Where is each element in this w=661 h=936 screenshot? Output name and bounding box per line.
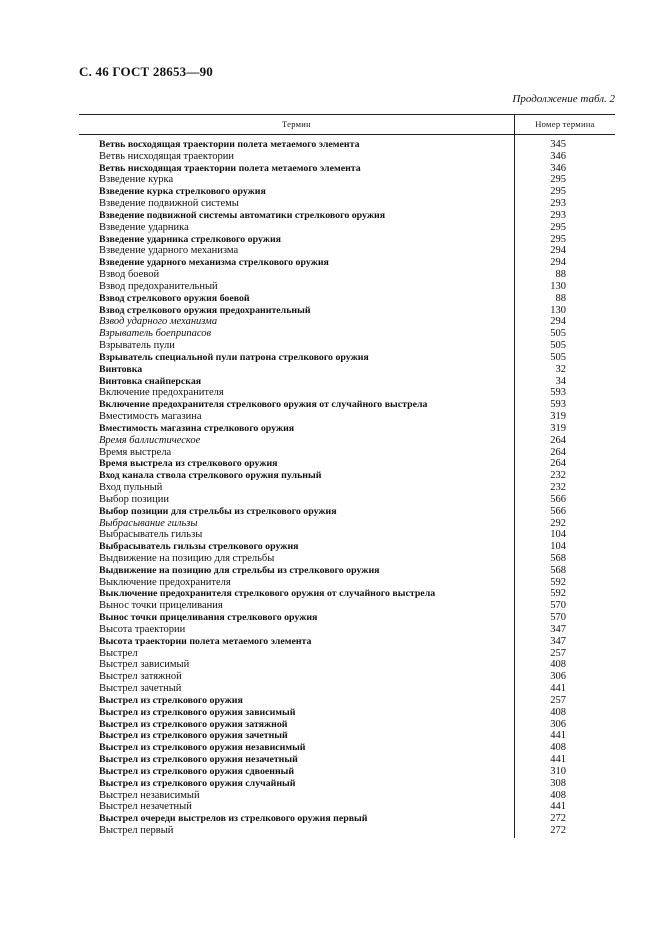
term-cell: Взвод стрелкового оружия предохранительный bbox=[99, 304, 311, 316]
table-row bbox=[79, 506, 615, 518]
term-cell: Время выстрела из стрелкового оружия bbox=[99, 458, 278, 470]
term-number-cell: 568 bbox=[550, 552, 566, 564]
term-number-cell: 293 bbox=[550, 198, 566, 210]
table-row bbox=[79, 648, 615, 660]
table-row bbox=[79, 494, 615, 506]
table-row bbox=[79, 198, 615, 210]
term-cell: Время выстрела bbox=[99, 446, 172, 458]
table-row bbox=[79, 399, 615, 411]
term-cell: Выстрел из стрелкового оружия затяжной bbox=[99, 718, 288, 730]
term-cell: Выстрел из стрелкового оружия зависимый bbox=[99, 706, 296, 718]
term-cell: Выбрасывание гильзы bbox=[99, 517, 198, 529]
term-number-cell: 32 bbox=[555, 363, 566, 375]
term-number-cell: 295 bbox=[550, 221, 566, 233]
term-number-cell: 408 bbox=[550, 742, 566, 754]
table-row bbox=[79, 376, 615, 388]
term-cell: Выстрел из стрелкового оружия зачетный bbox=[99, 730, 288, 742]
term-number-cell: 264 bbox=[550, 458, 566, 470]
table-row bbox=[79, 447, 615, 459]
term-number-cell: 104 bbox=[550, 529, 566, 541]
table-body bbox=[79, 139, 615, 837]
term-cell: Вход пульный bbox=[99, 482, 163, 494]
table-row bbox=[79, 553, 615, 565]
term-cell: Выстрел зависимый bbox=[99, 659, 190, 671]
table-row bbox=[79, 624, 615, 636]
term-cell: Выбор позиции для стрельбы из стрелкового оружия bbox=[99, 505, 337, 517]
term-number-cell: 505 bbox=[550, 340, 566, 352]
term-number-cell: 294 bbox=[550, 245, 566, 257]
table-row bbox=[79, 458, 615, 470]
term-cell: Выстрел из стрелкового оружия независимый bbox=[99, 742, 306, 754]
term-number-cell: 347 bbox=[550, 623, 566, 635]
table-row bbox=[79, 541, 615, 553]
term-number-cell: 293 bbox=[550, 209, 566, 221]
term-number-cell: 347 bbox=[550, 635, 566, 647]
table-row bbox=[79, 387, 615, 399]
term-number-cell: 408 bbox=[550, 706, 566, 718]
term-number-cell: 264 bbox=[550, 446, 566, 458]
term-number-cell: 592 bbox=[550, 588, 566, 600]
term-cell: Взведение ударного механизма стрелкового оружия bbox=[99, 257, 329, 269]
term-cell: Вынос точки прицеливания bbox=[99, 600, 223, 612]
term-cell: Выстрел незачетный bbox=[99, 801, 192, 813]
table-row bbox=[79, 482, 615, 494]
term-cell: Вынос точки прицеливания стрелкового оружия bbox=[99, 612, 318, 624]
term-number-cell: 306 bbox=[550, 671, 566, 683]
term-number-cell: 257 bbox=[550, 694, 566, 706]
term-cell: Взведение подвижной системы bbox=[99, 198, 239, 210]
term-number-cell: 570 bbox=[550, 612, 566, 624]
term-cell: Высота траектории bbox=[99, 623, 186, 635]
term-cell: Выстрел зачетный bbox=[99, 683, 182, 695]
term-cell: Выстрел из стрелкового оружия незачетный bbox=[99, 754, 298, 766]
table-row bbox=[79, 470, 615, 482]
term-number-cell: 264 bbox=[550, 434, 566, 446]
page-header: С. 46 ГОСТ 28653—90 bbox=[79, 64, 213, 79]
term-number-cell: 505 bbox=[550, 328, 566, 340]
table-row bbox=[79, 790, 615, 802]
table-row bbox=[79, 281, 615, 293]
term-number-cell: 593 bbox=[550, 387, 566, 399]
term-cell: Включение предохранителя bbox=[99, 387, 224, 399]
table-row bbox=[79, 754, 615, 766]
table-row bbox=[79, 435, 615, 447]
term-number-cell: 319 bbox=[550, 422, 566, 434]
table-row bbox=[79, 730, 615, 742]
term-number-cell: 346 bbox=[550, 162, 566, 174]
table-row bbox=[79, 612, 615, 624]
term-number-cell: 257 bbox=[550, 647, 566, 659]
term-number-cell: 593 bbox=[550, 399, 566, 411]
term-cell: Высота траектории полета метаемого элемента bbox=[99, 635, 312, 647]
table-top-rule bbox=[79, 114, 615, 115]
term-cell: Выдвижение на позицию для стрельбы bbox=[99, 552, 275, 564]
term-number-cell: 104 bbox=[550, 541, 566, 553]
table-row bbox=[79, 707, 615, 719]
table-row bbox=[79, 577, 615, 589]
term-number-cell: 88 bbox=[555, 292, 566, 304]
term-number-cell: 232 bbox=[550, 482, 566, 494]
term-cell: Ветвь нисходящая траектории bbox=[99, 150, 234, 162]
term-cell: Вместимость магазина bbox=[99, 411, 202, 423]
term-cell: Выдвижение на позицию для стрельбы из стрелкового оружия bbox=[99, 564, 380, 576]
term-number-cell: 505 bbox=[550, 351, 566, 363]
term-cell: Выстрел очереди выстрелов из стрелкового оружия первый bbox=[99, 813, 368, 825]
table-row bbox=[79, 139, 615, 151]
term-cell: Выбрасыватель гильзы стрелкового оружия bbox=[99, 541, 299, 553]
term-number-cell: 130 bbox=[550, 304, 566, 316]
term-number-cell: 568 bbox=[550, 564, 566, 576]
table-row bbox=[79, 683, 615, 695]
term-number-cell: 34 bbox=[555, 375, 566, 387]
term-cell: Выстрел из стрелкового оружия сдвоенный bbox=[99, 765, 295, 777]
table-row bbox=[79, 529, 615, 541]
term-cell: Взведение ударного механизма bbox=[99, 245, 239, 257]
term-cell: Выбрасыватель гильзы bbox=[99, 529, 203, 541]
table-row bbox=[79, 316, 615, 328]
table-row bbox=[79, 305, 615, 317]
table-row bbox=[79, 293, 615, 305]
term-cell: Выстрел из стрелкового оружия случайный bbox=[99, 777, 296, 789]
table-row bbox=[79, 518, 615, 530]
term-number-cell: 346 bbox=[550, 150, 566, 162]
table-row bbox=[79, 174, 615, 186]
table-row bbox=[79, 600, 615, 612]
term-number-cell: 272 bbox=[550, 825, 566, 837]
term-cell: Выстрел независимый bbox=[99, 789, 200, 801]
term-cell: Взрыватель специальной пули патрона стрелкового оружия bbox=[99, 351, 369, 363]
term-number-cell: 441 bbox=[550, 801, 566, 813]
column-header-term: Термин bbox=[281, 119, 312, 129]
term-number-cell: 319 bbox=[550, 411, 566, 423]
term-cell: Взведение ударника стрелкового оружия bbox=[99, 233, 281, 245]
term-cell: Вместимость магазина стрелкового оружия bbox=[99, 422, 295, 434]
term-cell: Включение предохранителя стрелкового оружия от случайного выстрела bbox=[99, 399, 428, 411]
term-number-cell: 294 bbox=[550, 316, 566, 328]
term-number-cell: 570 bbox=[550, 600, 566, 612]
term-cell: Винтовка снайперская bbox=[99, 375, 202, 387]
term-number-cell: 232 bbox=[550, 470, 566, 482]
table-row bbox=[79, 411, 615, 423]
term-cell: Ветвь восходящая траектории полета метаемого элемента bbox=[99, 139, 360, 150]
term-number-cell: 408 bbox=[550, 659, 566, 671]
term-cell: Взвод стрелкового оружия боевой bbox=[99, 292, 250, 304]
term-number-cell: 292 bbox=[550, 517, 566, 529]
term-number-cell: 441 bbox=[550, 754, 566, 766]
term-cell: Выстрел bbox=[99, 647, 138, 659]
column-header-number: Номер термина bbox=[535, 119, 595, 129]
term-cell: Взвод боевой bbox=[99, 269, 160, 281]
table-row bbox=[79, 813, 615, 825]
table-row bbox=[79, 671, 615, 683]
table-row bbox=[79, 659, 615, 671]
table-row bbox=[79, 328, 615, 340]
term-cell: Время баллистическое bbox=[99, 434, 201, 446]
term-cell: Взведение подвижной системы автоматики стрелкового оружия bbox=[99, 209, 386, 221]
term-cell: Взведение курка стрелкового оружия bbox=[99, 186, 266, 198]
term-number-cell: 295 bbox=[550, 186, 566, 198]
term-cell: Взрыватель пули bbox=[99, 340, 175, 352]
table-row bbox=[79, 340, 615, 352]
table-row bbox=[79, 801, 615, 813]
table-row bbox=[79, 186, 615, 198]
table-row bbox=[79, 778, 615, 790]
table-row bbox=[79, 364, 615, 376]
term-number-cell: 441 bbox=[550, 730, 566, 742]
term-number-cell: 592 bbox=[550, 576, 566, 588]
term-cell: Выключение предохранителя bbox=[99, 576, 231, 588]
table-row bbox=[79, 766, 615, 778]
table-row bbox=[79, 719, 615, 731]
table-row bbox=[79, 423, 615, 435]
table-row bbox=[79, 163, 615, 175]
table-row bbox=[79, 210, 615, 222]
table-row bbox=[79, 352, 615, 364]
term-number-cell: 308 bbox=[550, 777, 566, 789]
term-cell: Взрыватель боеприпасов bbox=[99, 328, 212, 340]
table-row bbox=[79, 269, 615, 281]
term-number-cell: 295 bbox=[550, 174, 566, 186]
term-number-cell: 306 bbox=[550, 718, 566, 730]
term-number-cell: 272 bbox=[550, 813, 566, 825]
table-row bbox=[79, 222, 615, 234]
term-cell: Взведение курка bbox=[99, 174, 174, 186]
term-number-cell: 130 bbox=[550, 280, 566, 292]
term-number-cell: 566 bbox=[550, 505, 566, 517]
term-cell: Выстрел из стрелкового оружия bbox=[99, 694, 243, 706]
term-cell: Выключение предохранителя стрелкового оружия от случайного выстрела bbox=[99, 588, 436, 600]
table-row bbox=[79, 636, 615, 648]
term-number-cell: 294 bbox=[550, 257, 566, 269]
term-cell: Взвод предохранительный bbox=[99, 280, 218, 292]
table-header-rule bbox=[79, 134, 615, 135]
term-cell: Выстрел первый bbox=[99, 825, 174, 837]
term-cell: Ветвь нисходящая траектории полета метаемого элемента bbox=[99, 162, 361, 174]
term-cell: Взведение ударника bbox=[99, 221, 189, 233]
table-row bbox=[79, 742, 615, 754]
term-number-cell: 408 bbox=[550, 789, 566, 801]
table-row bbox=[79, 695, 615, 707]
term-cell: Выбор позиции bbox=[99, 493, 170, 505]
term-number-cell: 566 bbox=[550, 493, 566, 505]
table-row bbox=[79, 588, 615, 600]
table-row bbox=[79, 825, 615, 837]
term-number-cell: 310 bbox=[550, 765, 566, 777]
term-number-cell: 345 bbox=[550, 139, 566, 150]
table-row bbox=[79, 257, 615, 269]
table-row bbox=[79, 565, 615, 577]
term-cell: Выстрел затяжной bbox=[99, 671, 182, 683]
term-number-cell: 441 bbox=[550, 683, 566, 695]
term-number-cell: 295 bbox=[550, 233, 566, 245]
table-row bbox=[79, 234, 615, 246]
term-cell: Вход канала ствола стрелкового оружия пульный bbox=[99, 470, 322, 482]
table-continuation-caption: Продолжение табл. 2 bbox=[512, 93, 615, 105]
term-cell: Винтовка bbox=[99, 363, 143, 375]
table-row bbox=[79, 245, 615, 257]
term-cell: Взвод ударного механизма bbox=[99, 316, 218, 328]
table-row bbox=[79, 151, 615, 163]
term-number-cell: 88 bbox=[555, 269, 566, 281]
